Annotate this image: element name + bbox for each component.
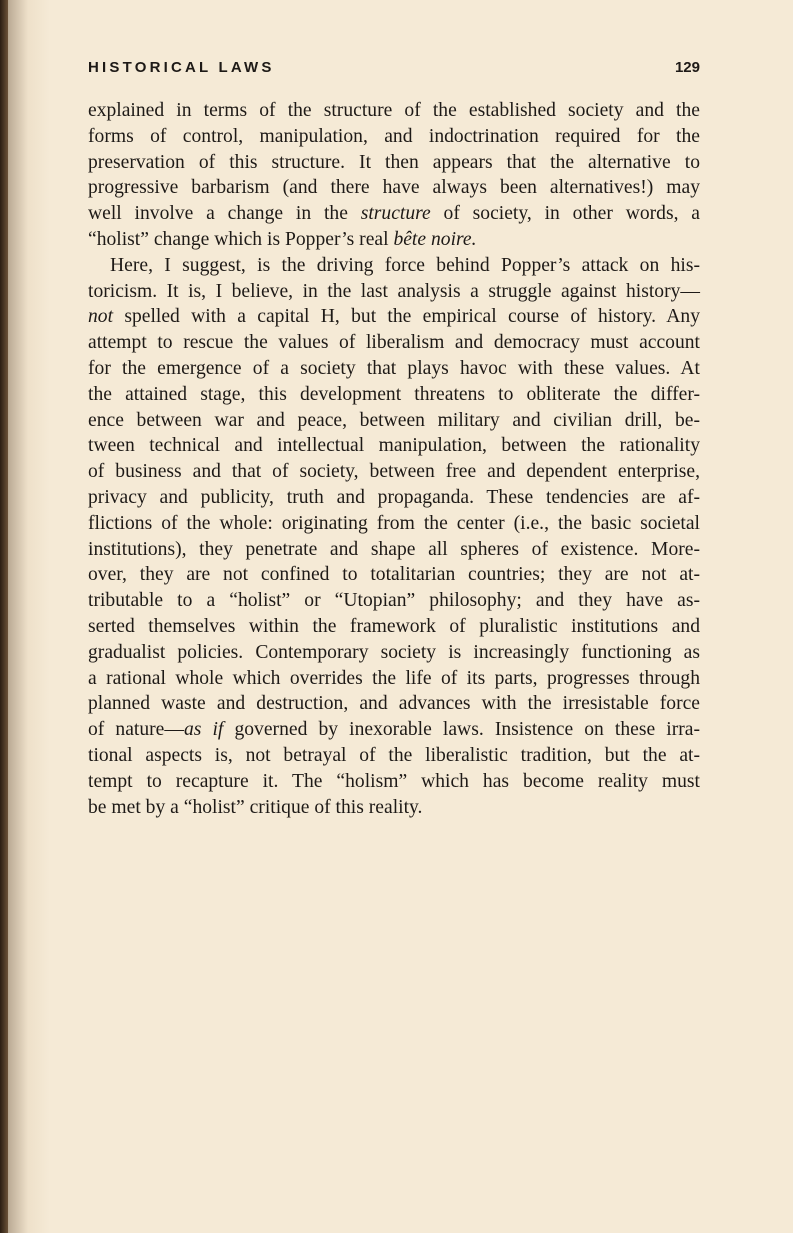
text-run: governed by inexorable laws. Insistence on these irra- <box>223 719 700 741</box>
text-run: be met by a “holist” critique of this reality. <box>88 796 423 818</box>
text-run: attempt to rescue the values of liberalism and democracy must account <box>88 332 700 354</box>
italic-text: bête noire. <box>393 228 477 250</box>
text-run: of society, in other words, a <box>430 203 700 225</box>
text-run: tributable to a “holist” or “Utopian” philosophy; and they have as- <box>88 590 700 612</box>
text-run: tional aspects is, not betrayal of the liberalistic tradition, but the at- <box>88 744 700 766</box>
text-line <box>88 537 700 563</box>
text-run: spelled with a capital H, but the empirical course of history. Any <box>113 306 700 328</box>
text-run: “holist” change which is Popper’s real <box>88 228 394 250</box>
text-line <box>88 124 700 150</box>
paragraph <box>88 253 700 821</box>
text-run: planned waste and destruction, and advances with the irresistable force <box>88 693 700 715</box>
text-line <box>88 175 700 201</box>
text-run: over, they are not confined to totalitarian countries; they are not at- <box>88 564 700 586</box>
text-run: tempt to recapture it. The “holism” which has become reality must <box>88 770 700 792</box>
text-line <box>88 150 700 176</box>
text-run: the attained stage, this development threatens to obliterate the differ- <box>88 383 700 405</box>
text-run: progressive barbarism (and there have always been alternatives!) may <box>88 177 700 199</box>
text-run: for the emergence of a society that plays havoc with these values. At <box>88 357 700 379</box>
text-run: of business and that of society, between free and dependent enterprise, <box>88 461 700 483</box>
text-line <box>88 562 700 588</box>
body-text <box>88 98 700 820</box>
text-line <box>88 640 700 666</box>
text-line <box>88 743 700 769</box>
text-run: gradualist policies. Contemporary society is increasingly functioning as <box>88 641 700 663</box>
text-line <box>88 201 700 227</box>
text-line <box>88 717 700 743</box>
text-line <box>88 330 700 356</box>
text-run: of nature— <box>88 719 184 741</box>
text-run: tween technical and intellectual manipulation, between the rationality <box>88 435 700 457</box>
text-line <box>88 433 700 459</box>
text-run: flictions of the whole: originating from the center (i.e., the basic societal <box>88 512 700 534</box>
italic-text: not <box>88 306 114 328</box>
text-line <box>88 253 700 279</box>
text-run: privacy and publicity, truth and propaganda. These tendencies are af- <box>88 486 700 508</box>
text-run: serted themselves within the framework of pluralistic institutions and <box>88 615 700 637</box>
text-line <box>88 408 700 434</box>
text-run: institutions), they penetrate and shape all spheres of existence. More- <box>88 538 700 560</box>
text-run: explained in terms of the structure of the established society and the <box>88 100 700 121</box>
text-line <box>88 511 700 537</box>
text-line <box>88 666 700 692</box>
text-line <box>88 356 700 382</box>
text-line <box>88 614 700 640</box>
text-line <box>88 227 700 253</box>
text-line <box>88 485 700 511</box>
text-line <box>88 691 700 717</box>
text-line <box>88 588 700 614</box>
text-run: ence between war and peace, between military and civilian drill, be- <box>88 409 700 431</box>
text-line <box>88 98 700 124</box>
text-line <box>88 795 700 821</box>
text-run: a rational whole which overrides the life of its parts, progresses through <box>88 667 700 689</box>
text-run: preservation of this structure. It then appears that the alternative to <box>88 151 700 173</box>
text-line <box>88 304 700 330</box>
text-run: forms of control, manipulation, and indoctrination required for the <box>88 125 700 147</box>
running-title: HISTORICAL LAWS <box>88 59 275 76</box>
text-line <box>88 279 700 305</box>
page-number: 129 <box>674 59 700 76</box>
text-line <box>88 382 700 408</box>
text-run: toricism. It is, I believe, in the last analysis a struggle against history— <box>88 280 700 302</box>
italic-text: as if <box>183 719 224 741</box>
text-line <box>88 769 700 795</box>
book-binding-edge <box>0 0 8 1233</box>
text-run: well involve a change in the <box>88 203 361 225</box>
running-head <box>88 56 700 80</box>
text-run: Here, I suggest, is the driving force behind Popper’s attack on his- <box>110 254 700 276</box>
text-line <box>88 459 700 485</box>
paragraph <box>88 98 700 253</box>
italic-text: structure <box>360 203 431 225</box>
